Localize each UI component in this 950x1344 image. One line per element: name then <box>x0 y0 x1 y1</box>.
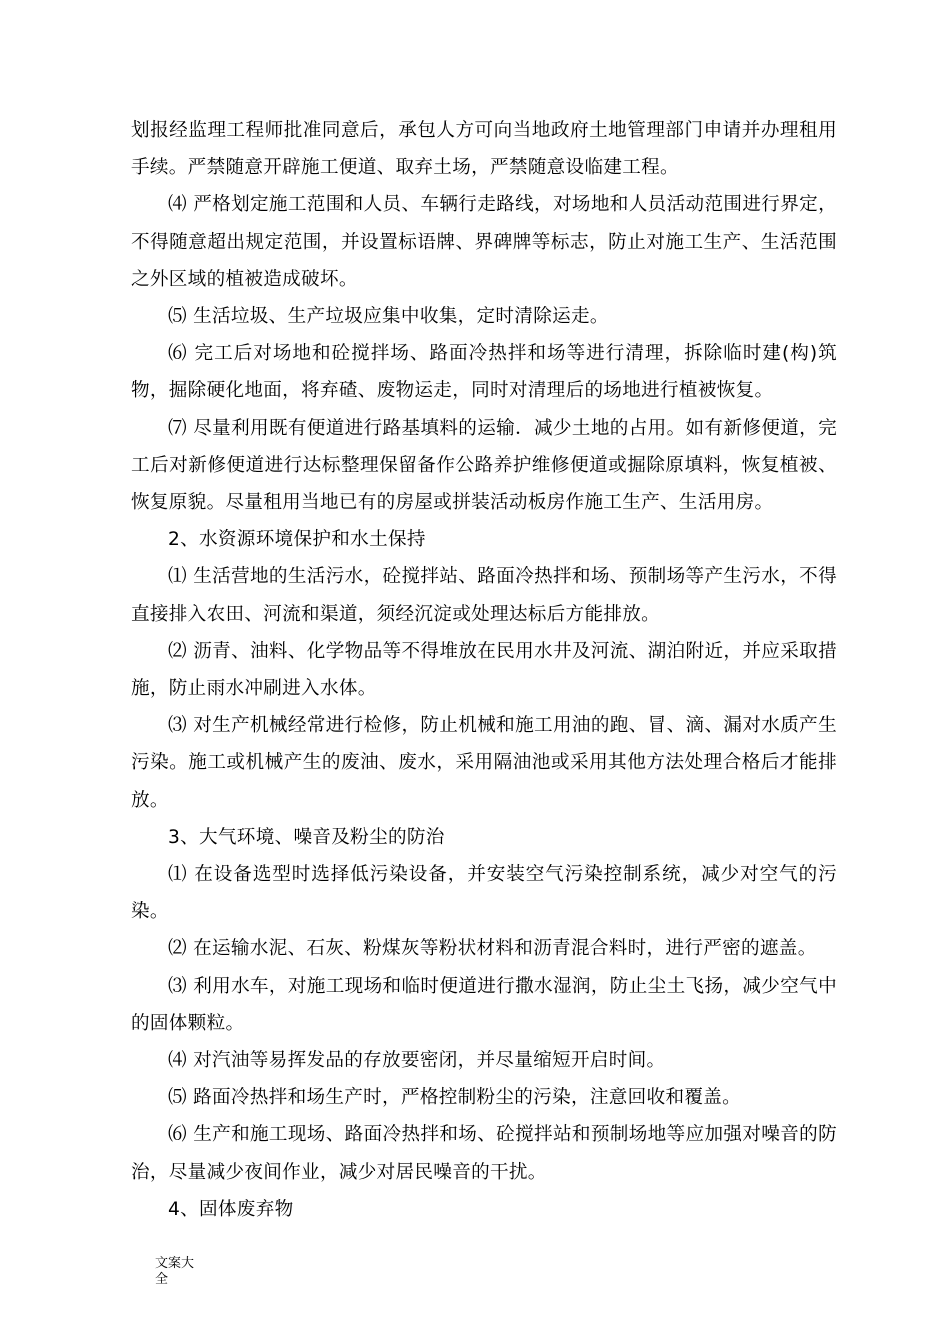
list-item-3-machinery: ⑶ 对生产机械经常进行检修，防止机械和施工用油的跑、冒、滴、漏对水质产生污染。施工或机械产生的废油、废水，采用隔油池或采用其他方法处理合格后才能排放。 <box>131 715 837 811</box>
list-item-6-noise: ⑹ 生产和施工现场、路面冷热拌和场、砼搅拌站和预制场地等应加强对噪音的防治，尽量减少夜间作业，减少对居民噪音的干扰。 <box>131 1124 837 1183</box>
list-item-1-equipment: ⑴ 在设备选型时选择低污染设备，并安装空气污染控制系统，减少对空气的污染。 <box>131 864 837 923</box>
list-item-7-access-roads: ⑺ 尽量利用既有便道进行路基填料的运输．减少土地的占用。如有新修便道，完工后对新修便道进行达标整理保留备作公路养护维修便道或掘除原填料，恢复植被、恢复原貌。尽量租用当地已有的房屋或拼装活动板房作施工生产、生活用房。 <box>131 417 837 514</box>
list-item-4-volatiles: ⑷ 对汽油等易挥发品的存放要密闭，并尽量缩短开启时间。 <box>168 1050 666 1072</box>
section-heading-water: 2、水资源环境保护和水土保持 <box>168 529 426 551</box>
paragraph-continuation: 划报经监理工程师批准同意后，承包人方可向当地政府土地管理部门申请并办理租用手续。严禁随意开辟施工便道、取弃土场，严禁随意设临建工程。 <box>131 120 837 179</box>
document-body <box>131 112 837 1228</box>
list-item-2-covering: ⑵ 在运输水泥、石灰、粉煤灰等粉状材料和沥青混合料时，进行严密的遮盖。 <box>168 938 817 960</box>
list-item-5-dust: ⑸ 路面冷热拌和场生产时，严格控制粉尘的污染，注意回收和覆盖。 <box>168 1087 742 1109</box>
section-heading-solid-waste: 4、固体废弃物 <box>168 1198 294 1220</box>
page-footer-label: 文案大全 <box>155 1256 195 1287</box>
list-item-5-garbage: ⑸ 生活垃圾、生产垃圾应集中收集，定时清除运走。 <box>168 306 609 328</box>
list-item-6-cleanup: ⑹ 完工后对场地和砼搅拌场、路面冷热拌和场等进行清理，拆除临时建(构)筑物，掘除硬化地面，将弃碴、废物运走，同时对清理后的场地进行植被恢复。 <box>131 343 837 402</box>
list-item-4-site-boundary: ⑷ 严格划定施工范围和人员、车辆行走路线，对场地和人员活动范围进行界定，不得随意超出规定范围，并设置标语牌、界碑牌等标志，防止对施工生产、生活范围之外区域的植被造成破坏。 <box>131 194 837 290</box>
section-heading-air-noise: 3、大气环境、噪音及粉尘的防治 <box>168 826 445 848</box>
list-item-2-chemicals: ⑵ 沥青、油料、化学物品等不得堆放在民用水井及河流、湖泊附近，并应采取措施，防止雨水冲刷进入水体。 <box>131 640 837 700</box>
list-item-1-sewage: ⑴ 生活营地的生活污水，砼搅拌站、路面冷热拌和场、预制场等产生污水，不得直接排入农田、河流和渠道，须经沉淀或处理达标后方能排放。 <box>131 566 837 625</box>
list-item-3-watering: ⑶ 利用水车，对施工现场和临时便道进行撒水湿润，防止尘土飞扬，减少空气中的固体颗粒。 <box>131 975 837 1034</box>
